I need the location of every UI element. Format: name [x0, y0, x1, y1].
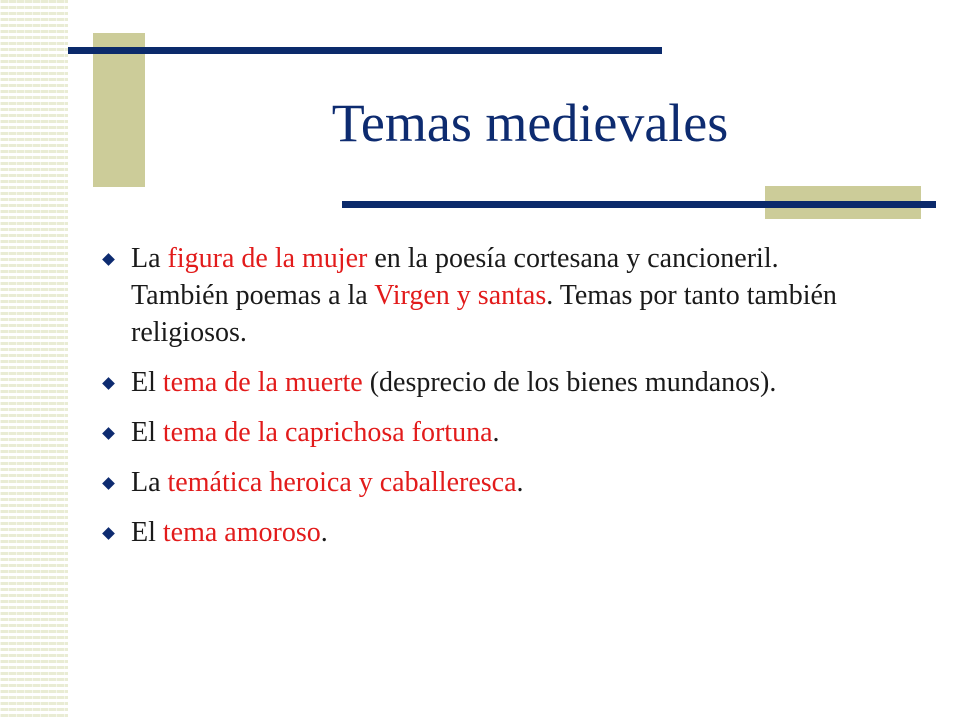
decorative-top-rule — [68, 47, 662, 54]
bullet-text: El — [131, 367, 163, 398]
slide-title: Temas medievales — [331, 93, 729, 153]
bullet-text: en la poesía cortesana y cancioneril. También poemas a la — [131, 243, 779, 311]
bullet-item — [100, 464, 850, 501]
bullet-highlight-text: temática heroica y caballeresca — [167, 467, 517, 498]
diamond-bullet-icon — [102, 477, 115, 490]
bullet-text: (desprecio de los bienes mundanos). — [362, 367, 777, 398]
bullet-highlight-text: figura de la mujer — [167, 243, 368, 274]
bullet-highlight-text: tema de la muerte — [162, 367, 363, 398]
bullet-item — [100, 240, 850, 351]
bullet-item — [100, 364, 850, 401]
bullet-highlight-text: Virgen y santas — [374, 280, 547, 311]
bullet-highlight-text: tema amoroso — [162, 517, 321, 548]
bullet-item — [100, 514, 850, 551]
diamond-bullet-icon — [102, 377, 115, 390]
bullet-text: . — [320, 517, 328, 548]
bullet-list — [100, 240, 850, 564]
decorative-olive-vertical-block — [93, 33, 145, 187]
bullet-text: La — [131, 467, 168, 498]
bullet-text: . — [516, 467, 524, 498]
decorative-stripe-band — [0, 0, 68, 720]
bullet-text: . — [492, 417, 500, 448]
diamond-bullet-icon — [102, 253, 115, 266]
bullet-text: . Temas por tanto también religiosos. — [131, 280, 837, 348]
bullet-item — [100, 414, 850, 451]
bullet-highlight-text: tema de la caprichosa fortuna — [162, 417, 493, 448]
bullet-text: El — [131, 517, 163, 548]
bullet-text: La — [131, 243, 168, 274]
diamond-bullet-icon — [102, 427, 115, 440]
decorative-bottom-rule — [342, 201, 936, 208]
bullet-text: El — [131, 417, 163, 448]
diamond-bullet-icon — [102, 527, 115, 540]
